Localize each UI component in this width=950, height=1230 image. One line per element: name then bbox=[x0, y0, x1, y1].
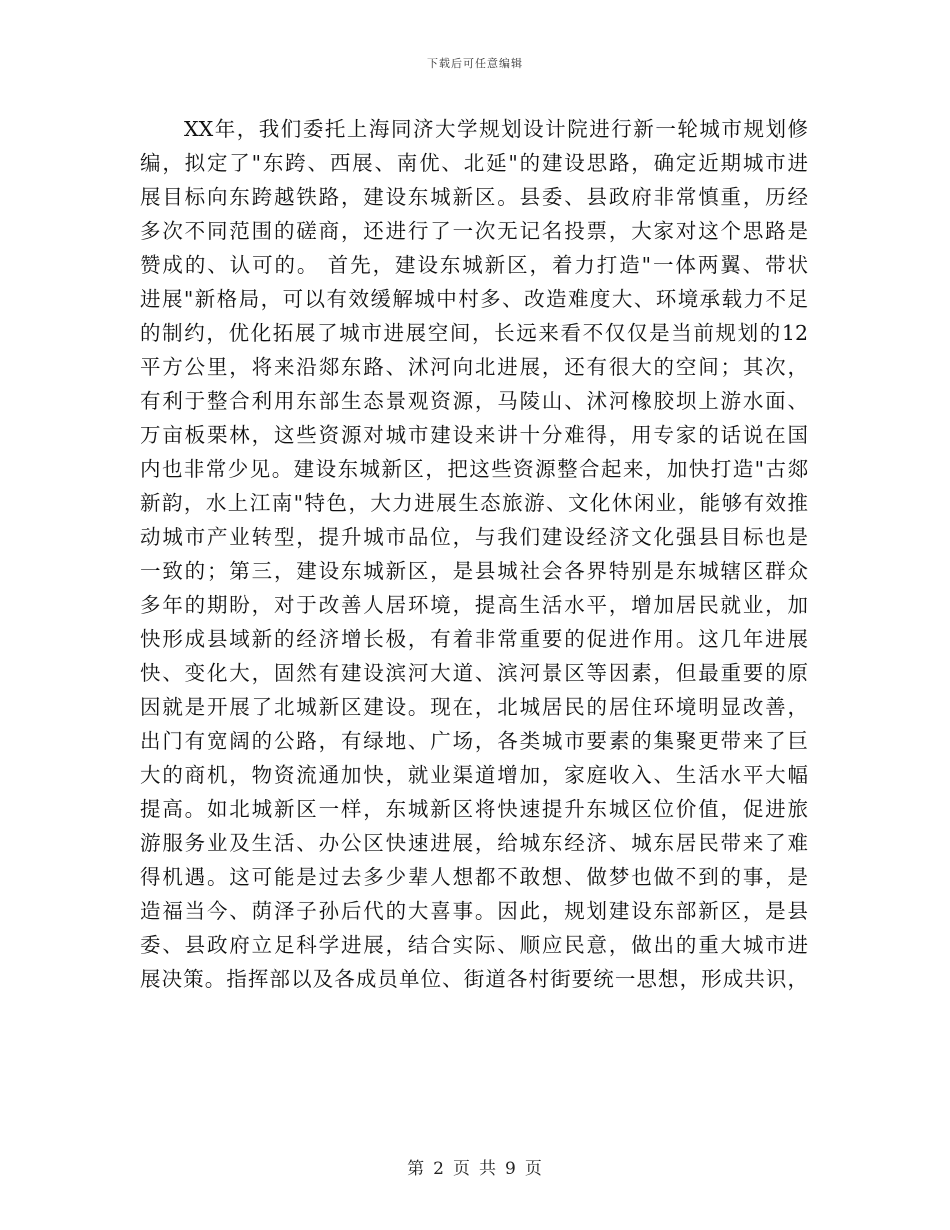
paragraph-line: 内也非常少见。建设东城新区，把这些资源整合起来，加快打造"古郯 bbox=[140, 457, 808, 481]
paragraph-line: 有利于整合利用东部生态景观资源，马陵山、沭河橡胶坝上游水面、 bbox=[140, 389, 808, 413]
total-page-number: 9 bbox=[505, 1159, 517, 1179]
paragraph-line: 得机遇。这可能是过去多少辈人想都不敢想、做梦也做不到的事，是 bbox=[140, 865, 808, 889]
page-header: 下载后可任意编辑 bbox=[427, 57, 523, 70]
paragraph-line: 多次不同范围的磋商，还进行了一次无记名投票，大家对这个思路是 bbox=[140, 219, 808, 243]
paragraph-line: 万亩板栗林，这些资源对城市建设来讲十分难得，用专家的话说在国 bbox=[140, 423, 808, 447]
paragraph-line: 造福当今、荫泽子孙后代的大喜事。因此，规划建设东部新区，是县 bbox=[140, 899, 808, 923]
paragraph-line: 动城市产业转型，提升城市品位，与我们建设经济文化强县目标也是 bbox=[140, 525, 808, 549]
footer-suffix: 页 bbox=[524, 1159, 543, 1179]
paragraph-line: 进展"新格局，可以有效缓解城中村多、改造难度大、环境承载力不足 bbox=[140, 287, 808, 311]
paragraph-line: 游服务业及生活、办公区快速进展，给城东经济、城东居民带来了难 bbox=[140, 831, 808, 855]
footer-total-word: 共 bbox=[479, 1159, 497, 1179]
paragraph-line: XX年，我们委托上海同济大学规划设计院进行新一轮城市规划修 bbox=[184, 117, 808, 141]
paragraph-line: 平方公里，将来沿郯东路、沭河向北进展，还有很大的空间；其次， bbox=[140, 355, 808, 379]
paragraph-line: 委、县政府立足科学进展，结合实际、顺应民意，做出的重大城市进 bbox=[140, 933, 808, 957]
current-page-number: 2 bbox=[433, 1159, 445, 1179]
paragraph-line: 因就是开展了北城新区建设。现在，北城居民的居住环境明显改善， bbox=[140, 695, 808, 719]
paragraph-line: 提高。如北城新区一样，东城新区将快速提升东城区位价值，促进旅 bbox=[140, 797, 808, 821]
paragraph-line: 赞成的、认可的。 首先，建设东城新区，着力打造"一体两翼、带状 bbox=[140, 253, 808, 277]
paragraph-line: 的制约，优化拓展了城市进展空间，长远来看不仅仅是当前规划的12 bbox=[140, 321, 808, 345]
paragraph-line: 出门有宽阔的公路，有绿地、广场，各类城市要素的集聚更带来了巨 bbox=[140, 729, 808, 753]
footer-prefix: 第 bbox=[407, 1159, 426, 1179]
footer-page-word: 页 bbox=[453, 1159, 471, 1179]
paragraph-line: 展决策。指挥部以及各成员单位、街道各村街要统一思想，形成共识， bbox=[140, 967, 808, 991]
paragraph-line: 快形成县域新的经济增长极，有着非常重要的促进作用。这几年进展 bbox=[140, 627, 808, 651]
paragraph-line: 编，拟定了"东跨、西展、南优、北延"的建设思路，确定近期城市进 bbox=[140, 151, 808, 175]
paragraph-line: 展目标向东跨越铁路，建设东城新区。县委、县政府非常慎重，历经 bbox=[140, 185, 808, 209]
paragraph-line: 大的商机，物资流通加快，就业渠道增加，家庭收入、生活水平大幅 bbox=[140, 763, 808, 787]
paragraph-line: 多年的期盼，对于改善人居环境，提高生活水平，增加居民就业，加 bbox=[140, 593, 808, 617]
page-footer bbox=[0, 1154, 950, 1179]
paragraph-line: 快、变化大，固然有建设滨河大道、滨河景区等因素，但最重要的原 bbox=[140, 661, 808, 685]
paragraph-line: 一致的；第三，建设东城新区，是县城社会各界特别是东城辖区群众 bbox=[140, 559, 808, 583]
paragraph-line: 新韵，水上江南"特色，大力进展生态旅游、文化休闲业，能够有效推 bbox=[140, 491, 808, 515]
document-body bbox=[140, 112, 808, 996]
